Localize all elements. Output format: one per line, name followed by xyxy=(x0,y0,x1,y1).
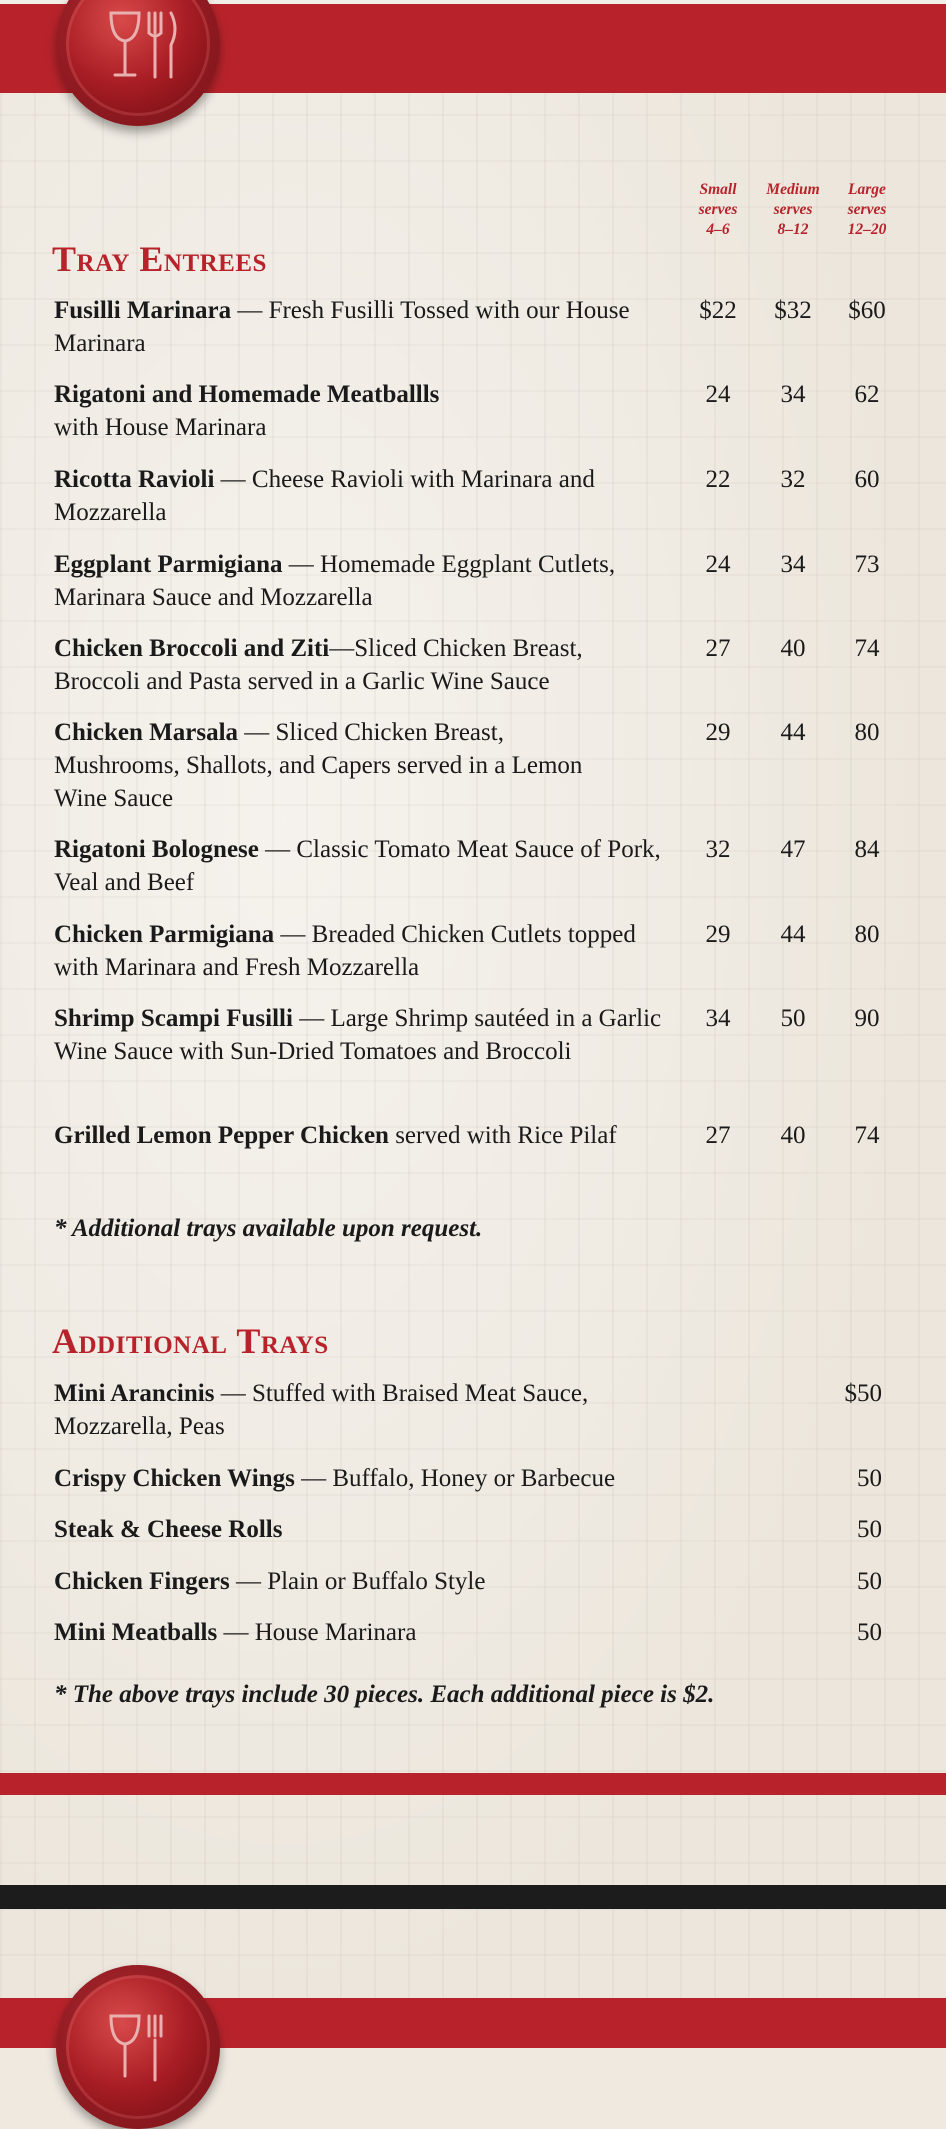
menu-item: Steak & Cheese Rolls xyxy=(54,1516,283,1543)
price-small: 32 xyxy=(705,836,731,863)
price: 50 xyxy=(857,1516,882,1543)
middle-red-band xyxy=(0,1773,946,1795)
price-medium: 44 xyxy=(780,921,806,948)
price-small: $22 xyxy=(699,297,737,324)
menu-item: Ricotta Ravioli — Cheese Ravioli with Marinara and Mozzarella xyxy=(54,466,595,526)
column-header-large: Large serves 12–20 xyxy=(847,181,887,238)
menu-item: Rigatoni and Homemade Meatballls with House Marinara xyxy=(54,381,440,441)
tray-entrees-note: * Additional trays available upon request. xyxy=(54,1215,483,1242)
price-medium: $32 xyxy=(774,297,812,324)
price-medium: 32 xyxy=(780,466,806,493)
price: 50 xyxy=(857,1568,882,1595)
menu-item: Shrimp Scampi Fusilli — Large Shrimp sautéed in a Garlic Wine Sauce with Sun-Dried Tomatoes and Broccoli xyxy=(54,1005,662,1065)
menu-item: Mini Arancinis — Stuffed with Braised Meat Sauce, Mozzarella, Peas xyxy=(54,1380,589,1440)
price-small: 27 xyxy=(705,635,731,662)
additional-trays-note: * The above trays include 30 pieces. Each additional piece is $2. xyxy=(54,1681,715,1708)
price-small: 34 xyxy=(705,1005,731,1032)
price-large: 62 xyxy=(854,381,880,408)
price-large: 84 xyxy=(854,836,880,863)
price-large: 80 xyxy=(854,921,880,948)
price-small: 22 xyxy=(705,466,731,493)
column-header-small: Small serves 4–6 xyxy=(698,181,738,238)
menu-item: Fusilli Marinara — Fresh Fusilli Tossed with our House Marinara xyxy=(54,297,630,357)
price: 50 xyxy=(857,1619,882,1646)
price-large: 73 xyxy=(854,551,880,578)
price-large: 80 xyxy=(854,719,880,746)
price-medium: 40 xyxy=(780,635,806,662)
bottom-seal-icon xyxy=(56,1965,220,2129)
section-title-additional-trays: Additional Trays xyxy=(52,1321,329,1361)
section-title-tray-entrees: Tray Entrees xyxy=(52,239,267,279)
price-large: 74 xyxy=(854,1122,880,1149)
price-medium: 34 xyxy=(780,551,806,578)
menu-item: Rigatoni Bolognese — Classic Tomato Meat Sauce of Pork, Veal and Beef xyxy=(54,836,661,896)
price-medium: 34 xyxy=(780,381,806,408)
price-large: 74 xyxy=(854,635,880,662)
price: $50 xyxy=(844,1380,882,1407)
price-small: 24 xyxy=(705,551,731,578)
menu-item: Eggplant Parmigiana — Homemade Eggplant Cutlets, Marinara Sauce and Mozzarella xyxy=(54,551,616,611)
dark-divider-band xyxy=(0,1885,946,1909)
price-large: 60 xyxy=(854,466,880,493)
menu-item: Chicken Marsala — Sliced Chicken Breast, Mushrooms, Shallots, and Capers served in a Lemon Wine Sauce xyxy=(54,719,583,812)
price-large: 90 xyxy=(854,1005,880,1032)
menu-item: Chicken Broccoli and Ziti—Sliced Chicken Breast, Broccoli and Pasta served in a Garlic Wine Sauce xyxy=(54,635,583,695)
price-medium: 47 xyxy=(780,836,806,863)
price-large: $60 xyxy=(848,297,886,324)
menu-item: Chicken Parmigiana — Breaded Chicken Cutlets topped with Marinara and Fresh Mozzarella xyxy=(54,921,636,981)
price-medium: 44 xyxy=(780,719,806,746)
column-header-medium: Medium serves 8–12 xyxy=(766,181,820,238)
price-small: 27 xyxy=(705,1122,731,1149)
menu-item: Mini Meatballs — House Marinara xyxy=(54,1619,417,1646)
price: 50 xyxy=(857,1465,882,1492)
price-small: 24 xyxy=(705,381,731,408)
price-small: 29 xyxy=(705,719,731,746)
menu-item: Crispy Chicken Wings — Buffalo, Honey or Barbecue xyxy=(54,1465,616,1492)
menu-item: Grilled Lemon Pepper Chicken served with Rice Pilaf xyxy=(54,1122,617,1149)
price-medium: 50 xyxy=(780,1005,806,1032)
price-medium: 40 xyxy=(780,1122,806,1149)
menu-item: Chicken Fingers — Plain or Buffalo Style xyxy=(54,1568,486,1595)
price-small: 29 xyxy=(705,921,731,948)
